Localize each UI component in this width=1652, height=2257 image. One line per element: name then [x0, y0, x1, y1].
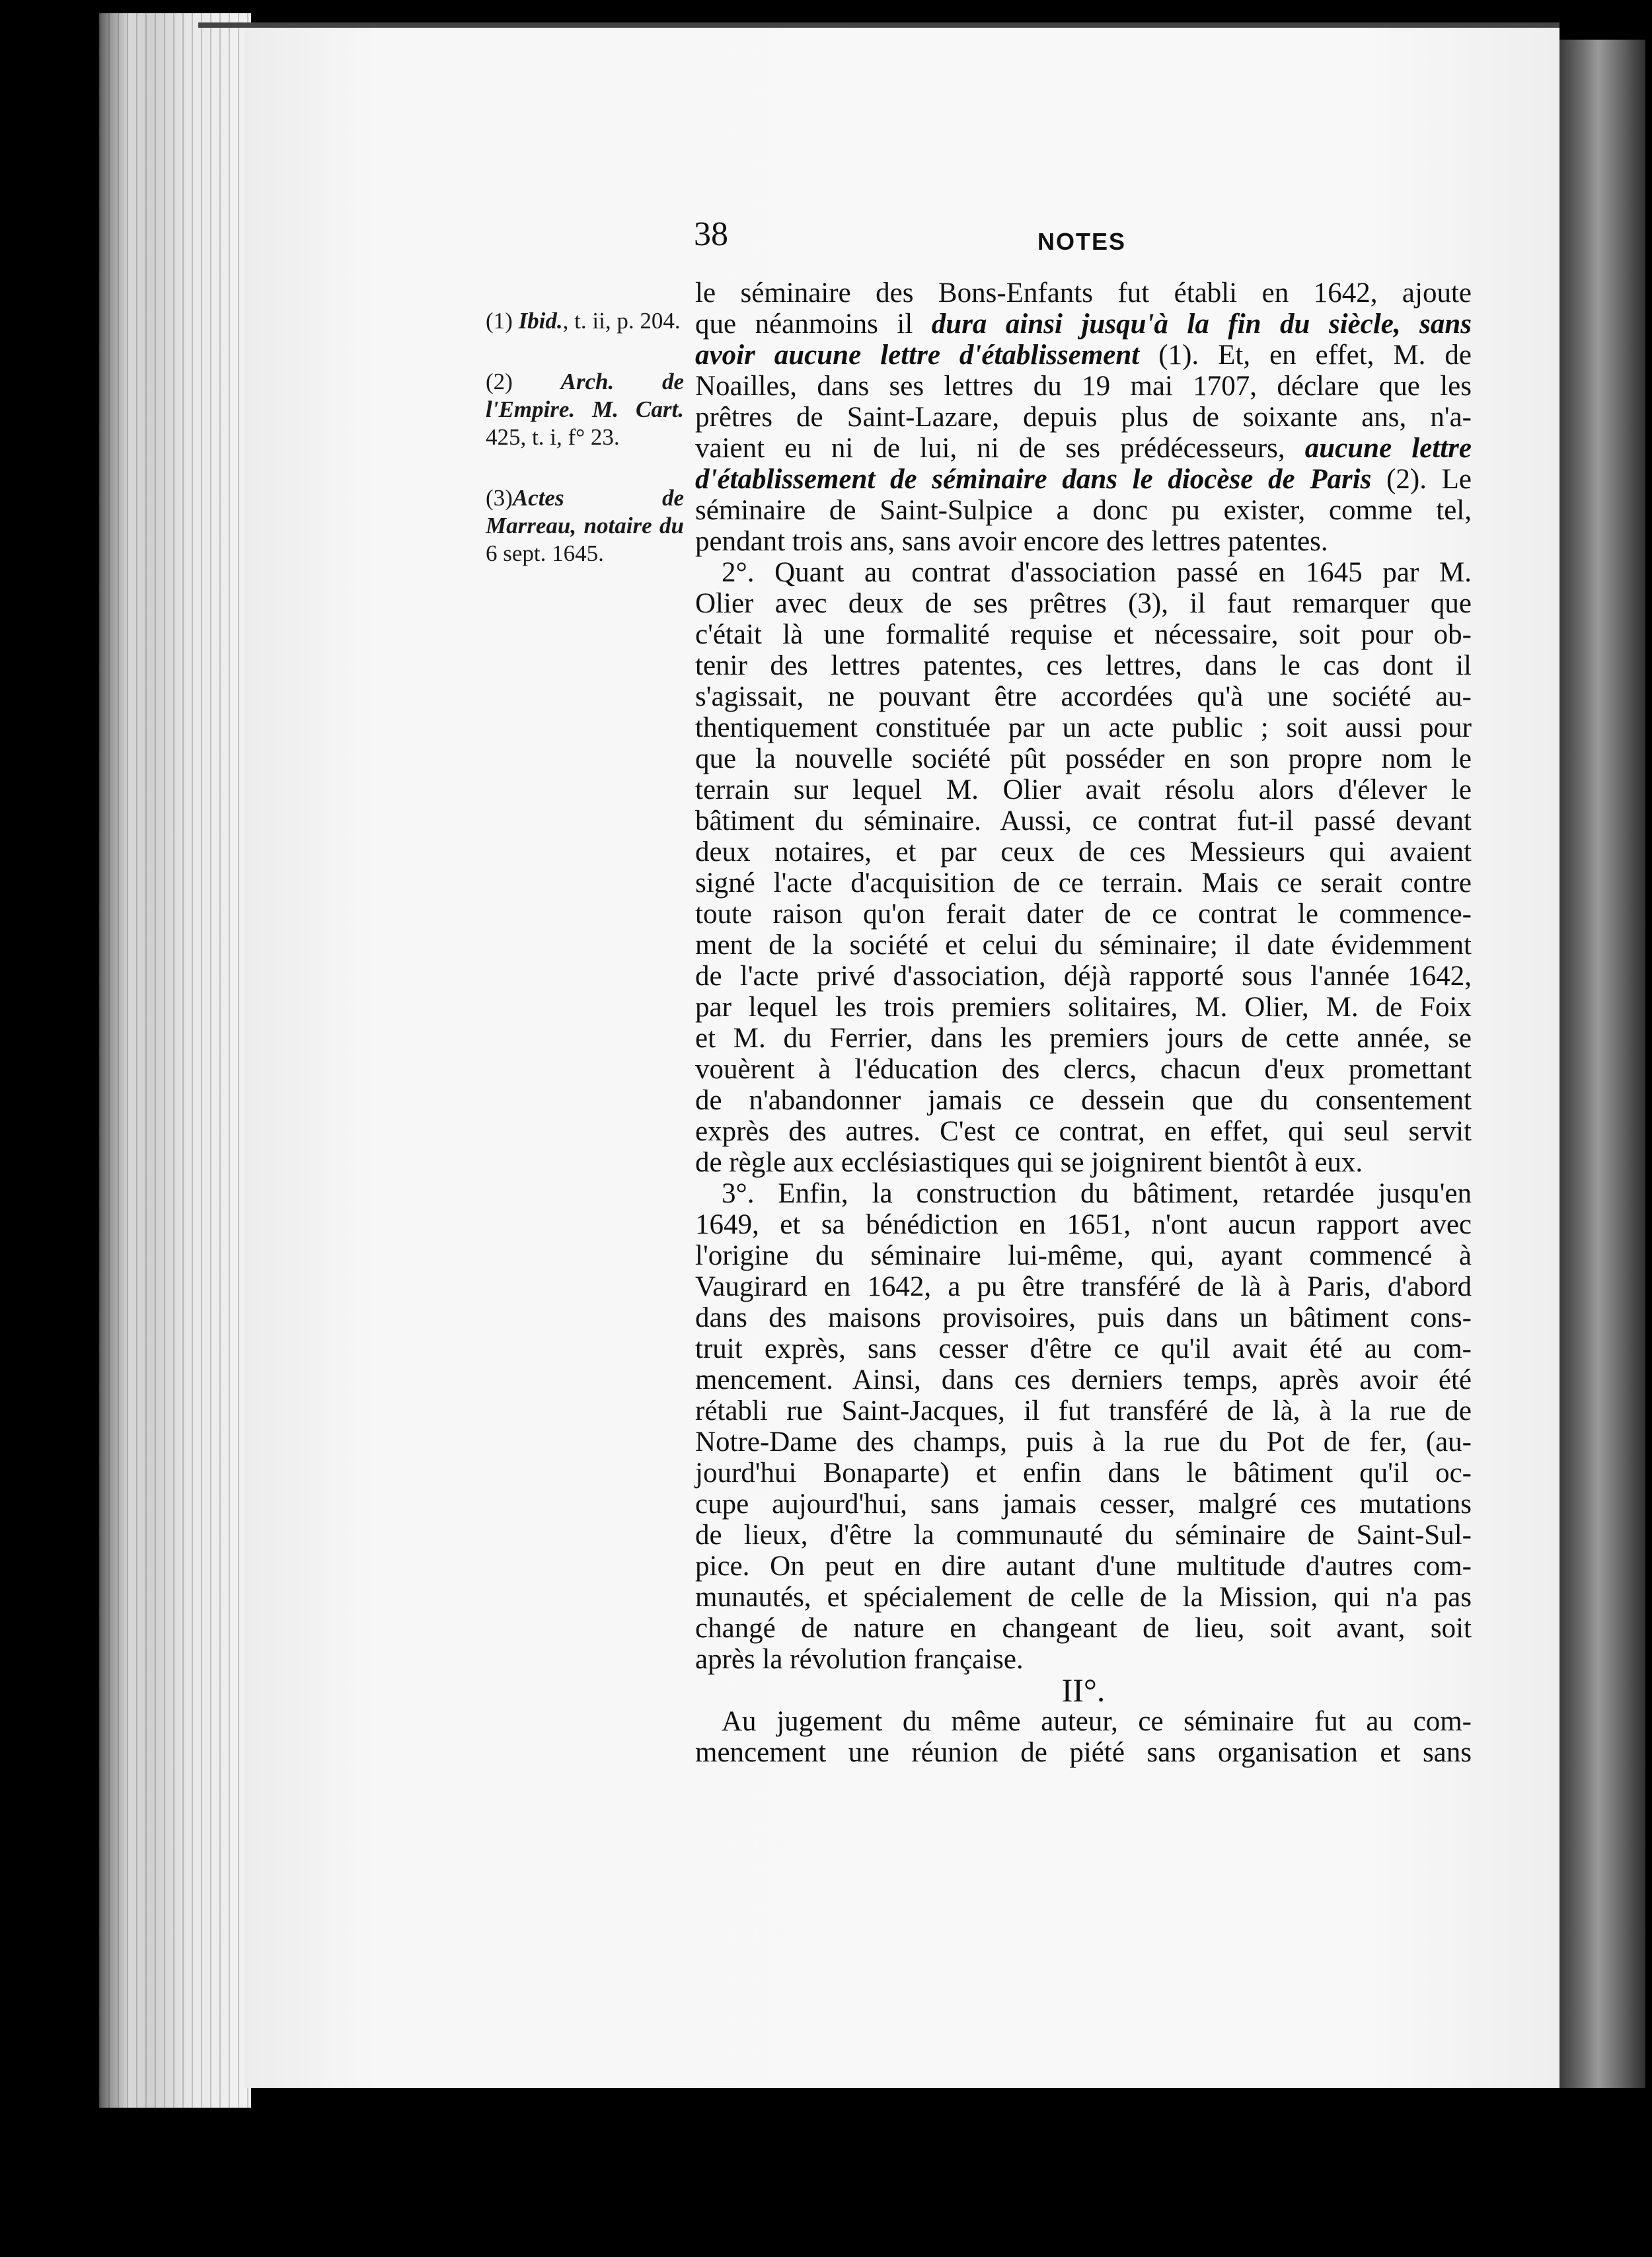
text-run: de lieux, d'être la communauté du séminaire de Saint-Sul-	[695, 1520, 1472, 1551]
text-line	[695, 805, 1472, 836]
text-line	[695, 1023, 1472, 1054]
text-run: Olier avec deux de ses prêtres (3), il faut remarquer que	[695, 588, 1472, 619]
text-run: le séminaire des Bons-Enfants fut établi en 1642, ajoute	[695, 278, 1472, 309]
text-line	[695, 1395, 1472, 1426]
section-heading	[695, 1672, 1472, 1709]
text-run: ment de la société et celui du séminaire; il date évidemment	[695, 930, 1472, 961]
text-run: Notre-Dame des champs, puis à la rue du Pot de fer, (au-	[695, 1426, 1472, 1458]
text-run: s'agissait, ne pouvant être accordées qu'à une société au-	[695, 681, 1472, 712]
margin-note	[486, 484, 684, 568]
text-run: que la nouvelle société pût posséder en son propre nom le	[695, 743, 1472, 774]
text-line	[695, 1209, 1472, 1240]
text-line	[695, 1364, 1472, 1395]
text-run: que néanmoins il	[695, 309, 932, 340]
text-run: exprès des autres. C'est ce contrat, en effet, qui seul servit	[695, 1116, 1472, 1147]
text-run: mencement. Ainsi, dans ces derniers temps, après avoir été	[695, 1364, 1472, 1395]
text-run: terrain sur lequel M. Olier avait résolu alors d'élever le	[695, 774, 1472, 805]
text-run: (2). Le	[1371, 464, 1472, 495]
margin-note	[486, 307, 684, 335]
text-line	[695, 1706, 1472, 1737]
text-line	[695, 278, 1472, 309]
page-stack-stripes	[99, 13, 251, 2108]
text-line	[695, 743, 1472, 774]
text-run: 425, t. i, f° 23.	[486, 424, 620, 450]
text-run: changé de nature en changeant de lieu, soit avant, soit	[695, 1613, 1472, 1644]
text-line	[695, 309, 1472, 340]
italic-text: Ibid.	[518, 308, 563, 334]
text-line	[695, 1737, 1472, 1768]
text-run: deux notaires, et par ceux de ces Messieurs qui avaient	[695, 836, 1472, 868]
text-line	[695, 836, 1472, 868]
text-run: après la révolution française.	[695, 1644, 1024, 1675]
italic-text: Arch. de l'Empire. M. Cart.	[486, 369, 684, 422]
text-line	[695, 495, 1472, 526]
margin-notes	[486, 307, 684, 601]
text-run: prêtres de Saint-Lazare, depuis plus de soixante ans, n'a-	[695, 402, 1472, 433]
text-run: II°.	[1061, 1672, 1106, 1709]
text-run: pice. On peut en dire autant d'une multitude d'autres com-	[695, 1551, 1472, 1582]
text-run: munautés, et spécialement de celle de la Mission, qui n'a pas	[695, 1582, 1472, 1613]
text-run: pendant trois ans, sans avoir encore des lettres patentes.	[695, 526, 1328, 557]
text-line	[695, 992, 1472, 1023]
text-line	[695, 402, 1472, 433]
text-run: 1649, et sa bénédiction en 1651, n'ont aucun rapport avec	[695, 1209, 1472, 1240]
page-top-edge	[198, 22, 1559, 28]
text-run: (1). Et, en effet, M. de	[1139, 340, 1472, 371]
text-line	[695, 1613, 1472, 1644]
text-line	[695, 1271, 1472, 1302]
body-text	[695, 278, 1472, 1768]
page-number: 38	[694, 215, 728, 253]
text-line	[695, 1116, 1472, 1147]
text-line	[695, 619, 1472, 650]
text-run: par lequel les trois premiers solitaires, M. Olier, M. de Foix	[695, 992, 1472, 1023]
italic-text: avoir aucune lettre d'établissement	[695, 340, 1140, 371]
text-run: toute raison qu'on ferait dater de ce contrat le commence-	[695, 899, 1472, 930]
text-line	[695, 1489, 1472, 1520]
text-line	[695, 930, 1472, 961]
text-run: dans des maisons provisoires, puis dans un bâtiment cons-	[695, 1302, 1472, 1333]
text-line	[695, 464, 1472, 495]
text-line	[695, 340, 1472, 371]
text-run: 2°. Quant au contrat d'association passé en 1645 par M.	[722, 557, 1472, 588]
text-run: bâtiment du séminaire. Aussi, ce contrat fut-il passé devant	[695, 805, 1472, 836]
text-line	[695, 712, 1472, 743]
text-run: Au jugement du même auteur, ce séminaire fut au com-	[722, 1706, 1472, 1737]
text-line	[695, 1582, 1472, 1613]
text-line	[695, 1147, 1472, 1178]
italic-text: dura ainsi jusqu'à la fin du siècle, sans	[931, 309, 1472, 340]
text-run: cupe aujourd'hui, sans jamais cesser, malgré ces mutations	[695, 1489, 1472, 1520]
text-line	[695, 961, 1472, 992]
text-run: vouèrent à l'éducation des clercs, chacun d'eux promettant	[695, 1054, 1472, 1085]
text-run: c'était là une formalité requise et nécessaire, soit pour ob-	[695, 619, 1472, 650]
text-line	[695, 1644, 1472, 1675]
text-run: jourd'hui Bonaparte) et enfin dans le bâtiment qu'il oc-	[695, 1458, 1472, 1489]
text-line	[695, 1520, 1472, 1551]
text-line	[695, 1054, 1472, 1085]
text-run: rétabli rue Saint-Jacques, il fut transféré de là, à la rue de	[695, 1395, 1472, 1426]
page-header	[694, 215, 1474, 261]
text-run: de l'acte privé d'association, déjà rapporté sous l'année 1642,	[695, 961, 1472, 992]
text-run: 6 sept. 1645.	[486, 540, 604, 566]
text-line	[695, 1426, 1472, 1458]
text-run: (1)	[486, 308, 519, 334]
text-line	[695, 1240, 1472, 1271]
italic-text: Actes de Marreau, notaire du	[486, 485, 684, 538]
text-run: mencement une réunion de piété sans organisation et sans	[695, 1737, 1472, 1768]
text-run: de règle aux ecclésiastiques qui se joignirent bientôt à eux.	[695, 1147, 1363, 1178]
text-line	[695, 371, 1472, 402]
text-line	[695, 650, 1472, 681]
text-line	[695, 681, 1472, 712]
text-run: signé l'acte d'acquisition de ce terrain. Mais ce serait contre	[695, 868, 1472, 899]
text-run: truit exprès, sans cesser d'être ce qu'il avait été au com-	[695, 1333, 1472, 1364]
text-run: , t. ii, p. 204.	[562, 308, 681, 334]
text-line	[695, 557, 1472, 588]
text-line	[695, 588, 1472, 619]
text-line	[695, 526, 1472, 557]
margin-note	[486, 368, 684, 451]
scan-background	[99, 2108, 1652, 2257]
text-line	[695, 1551, 1472, 1582]
text-run: 3°. Enfin, la construction du bâtiment, retardée jusqu'en	[722, 1178, 1472, 1209]
text-line	[695, 1333, 1472, 1364]
text-line	[695, 433, 1472, 464]
text-line	[695, 899, 1472, 930]
book-edge-right	[1559, 40, 1645, 2088]
text-run: Noailles, dans ses lettres du 19 mai 1707, déclare que les	[695, 371, 1472, 402]
text-run: et M. du Ferrier, dans les premiers jours de cette année, se	[695, 1023, 1472, 1054]
italic-text: d'établissement de séminaire dans le diocèse de Paris	[695, 464, 1372, 495]
text-line	[695, 1178, 1472, 1209]
text-line	[695, 1458, 1472, 1489]
text-line	[695, 1302, 1472, 1333]
text-run: (2)	[486, 369, 561, 394]
text-run: Vaugirard en 1642, a pu être transféré de là à Paris, d'abord	[695, 1271, 1472, 1302]
text-run: thentiquement constituée par un acte public ; soit aussi pour	[695, 712, 1472, 743]
running-title: NOTES	[1037, 228, 1127, 255]
text-run: séminaire de Saint-Sulpice a donc pu exister, comme tel,	[695, 495, 1472, 526]
text-line	[695, 774, 1472, 805]
text-run: de n'abandonner jamais ce dessein que du consentement	[695, 1085, 1472, 1116]
text-run: l'origine du séminaire lui-même, qui, ayant commencé à	[695, 1240, 1472, 1271]
text-line	[695, 1085, 1472, 1116]
italic-text: aucune lettre	[1304, 433, 1472, 464]
text-run: tenir des lettres patentes, ces lettres, dans le cas dont il	[695, 650, 1472, 681]
text-run: vaient eu ni de lui, ni de ses prédécesseurs,	[695, 433, 1305, 464]
text-line	[695, 868, 1472, 899]
text-run: (3)	[486, 485, 513, 511]
